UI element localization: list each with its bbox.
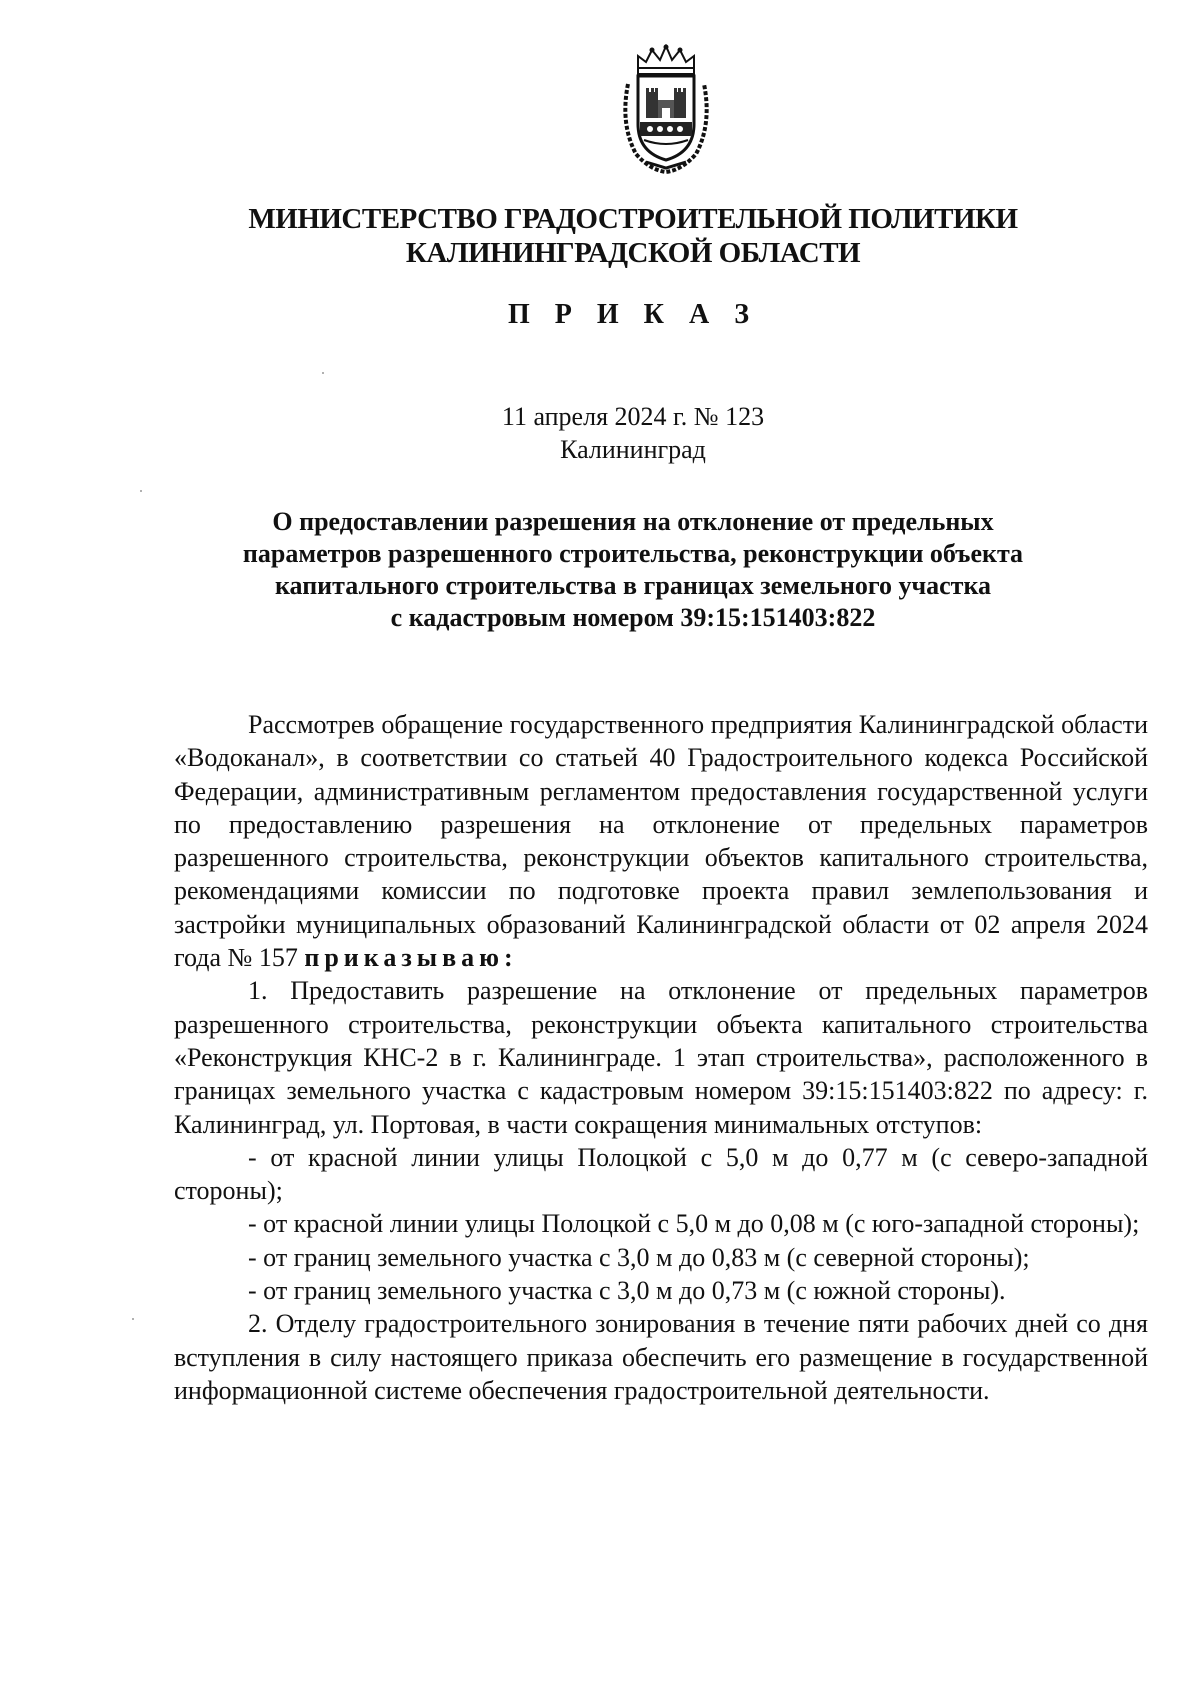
- item-1-sub-4: - от границ земельного участка с 3,0 м до 0,73 м (с южной стороны).: [248, 1276, 1006, 1306]
- scan-speck: [140, 490, 142, 492]
- item-2: 2. Отделу градостроительного зонирования в течение пяти рабочих дней со дня вступления в силу настоящего приказа обеспечить его размещение в государственной информационной системе обеспечения градостроительной деятельности.: [174, 1309, 1148, 1405]
- ministry-name: [200, 202, 1066, 270]
- scan-speck: [322, 372, 324, 374]
- item-1-sub-3: - от границ земельного участка с 3,0 м до 0,83 м (с северной стороны);: [248, 1242, 1030, 1272]
- item-1-sub-2: - от красной линии улицы Полоцкой с 5,0 м до 0,08 м (с юго-западной стороны);: [248, 1209, 1140, 1239]
- subject-line3: капитального строительства в границах земельного участка: [274, 571, 992, 600]
- order-city: Калининград: [560, 435, 706, 464]
- order-date-number: 11 апреля 2024 г. № 123: [501, 402, 765, 431]
- order-title: П Р И К А З: [508, 299, 758, 330]
- subject-line1: О предоставлении разрешения на отклонение от предельных: [272, 507, 994, 536]
- subject-line4: с кадастровым номером 39:15:151403:822: [390, 603, 876, 632]
- preamble-paragraph: [174, 708, 1148, 974]
- order-subject: [180, 506, 1086, 634]
- subject-line2: параметров разрешенного строительства, реконструкции объекта: [242, 539, 1024, 568]
- order-word: приказываю:: [304, 943, 518, 973]
- item-1-sub-1: - от красной линии улицы Полоцкой с 5,0 м до 0,77 м (с северо-западной стороны);: [174, 1142, 1148, 1206]
- ministry-name-line1: МИНИСТЕРСТВО ГРАДОСТРОИТЕЛЬНОЙ ПОЛИТИКИ: [248, 203, 1018, 235]
- preamble-text: Рассмотрев обращение государственного предприятия Калининградской области «Водоканал», в соответствии со статьей 40 Градостроительного кодекса Российской Федерации, административным регламентом предоставления государственной услуги по предоставлению разрешения на отклонение от предельных параметров разрешенного строительства, реконструкции объектов капитального строительства, рекомендациями комиссии по подготовке проекта правил землепользования и застройки муниципальных образований Калининградской области от 02 апреля 2024 года № 157: [174, 710, 1148, 973]
- item-1: 1. Предоставить разрешение на отклонение от предельных параметров разрешенного строительства, реконструкции объекта капитального строительства «Реконструкция КНС-2 в г. Калининграде. 1 этап строительства», расположенного в границах земельного участка с кадастровым номером 39:15:151403:822 по адресу: г. Калининград, ул. Портовая, в части сокращения минимальных отступов:: [174, 976, 1148, 1139]
- order-body: [174, 708, 1148, 1407]
- scan-speck: [132, 1318, 134, 1320]
- kaliningrad-oblast-coat-of-arms-icon: [616, 44, 716, 176]
- ministry-name-line2: КАЛИНИНГРАДСКОЙ ОБЛАСТИ: [405, 237, 861, 269]
